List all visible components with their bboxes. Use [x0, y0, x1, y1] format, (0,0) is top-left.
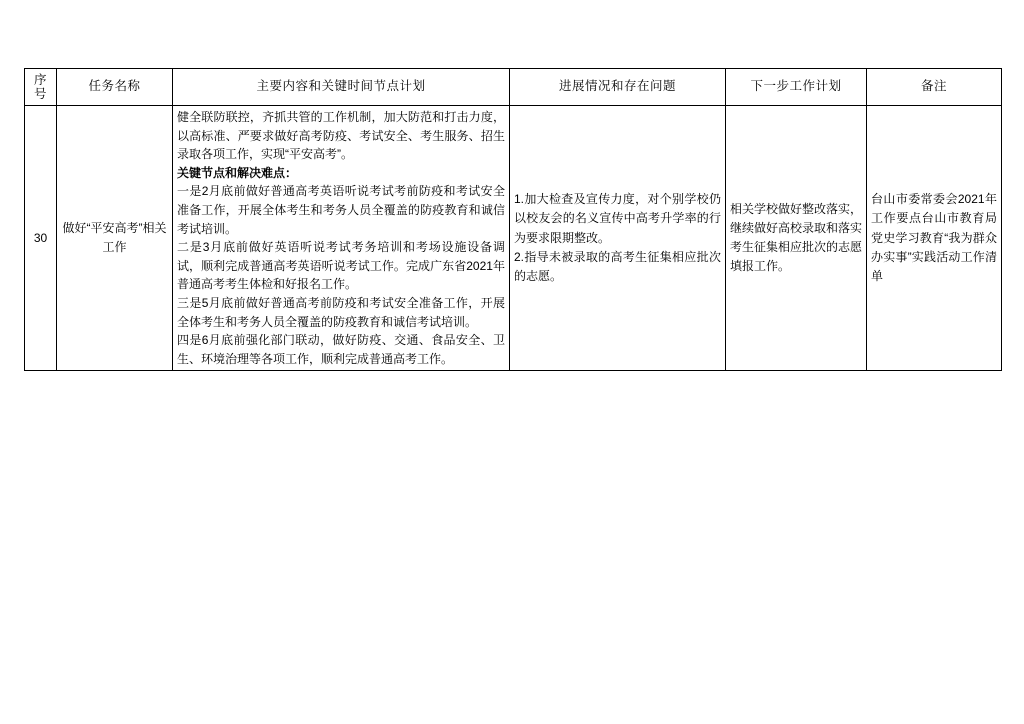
header-label-seq-line2: 号 [33, 87, 47, 101]
table-body [25, 106, 1002, 371]
progress-item-2: 2.指导未被录取的高考生征集相应批次的志愿。 [514, 249, 721, 283]
task-table-container [24, 68, 1001, 371]
header-label-seq-line1: 序 [33, 72, 47, 87]
progress-item-1: 1.加大检查及宣传力度，对个别学校仍以校友会的名义宣传中高考升学率的行为要求限期整改。 [514, 192, 721, 245]
table-header-row [25, 69, 1002, 106]
header-cell-next: 下一步工作计划 [726, 69, 867, 106]
main-item-3: 三是5月底前做好普通高考前防疫和考试安全准备工作，开展全体考生和考务人员全覆盖的防疫教育和诚信考试培训。 [177, 295, 505, 329]
table-header [25, 69, 1002, 106]
main-intro-text: 健全联防联控，齐抓共管的工作机制，加大防范和打击力度，以高标准、严要求做好高考防疫、考试安全、考生服务、招生录取各项工作，实现“平安高考”。 [177, 110, 505, 162]
header-cell-task: 任务名称 [57, 69, 173, 106]
cell-sequence-number: 30 [25, 106, 57, 371]
header-cell-seq [25, 69, 57, 106]
task-table [24, 68, 1002, 371]
header-cell-main: 主要内容和关键时间节点计划 [173, 69, 510, 106]
header-cell-remark: 备注 [867, 69, 1002, 106]
main-item-1: 一是2月底前做好普通高考英语听说考试考前防疫和考试安全准备工作，开展全体考生和考务人员全覆盖的防疫教育和诚信考试培训。 [177, 184, 505, 236]
cell-remark: 台山市委常委会2021年工作要点台山市教育局党史学习教育“我为群众办实事”实践活动工作清单 [867, 106, 1002, 371]
main-key-title: 关键节点和解决难点： [177, 165, 298, 180]
main-item-4: 四是6月底前强化部门联动，做好防疫、交通、食品安全、卫生、环境治理等各项工作，顺利完成普通高考工作。 [177, 333, 505, 366]
main-item-2: 二是3月底前做好英语听说考试考务培训和考场设施设备调试，顺利完成普通高考英语听说考试工作。完成广东省2021年普通高考考生体检和好报名工作。 [177, 240, 505, 292]
table-row [25, 106, 1002, 371]
cell-main-content [173, 106, 510, 371]
cell-task-name: 做好“平安高考”相关工作 [57, 106, 173, 371]
header-cell-progress: 进展情况和存在问题 [510, 69, 726, 106]
cell-progress-status [510, 106, 726, 371]
cell-next-plan: 相关学校做好整改落实，继续做好高校录取和落实考生征集相应批次的志愿填报工作。 [726, 106, 867, 371]
